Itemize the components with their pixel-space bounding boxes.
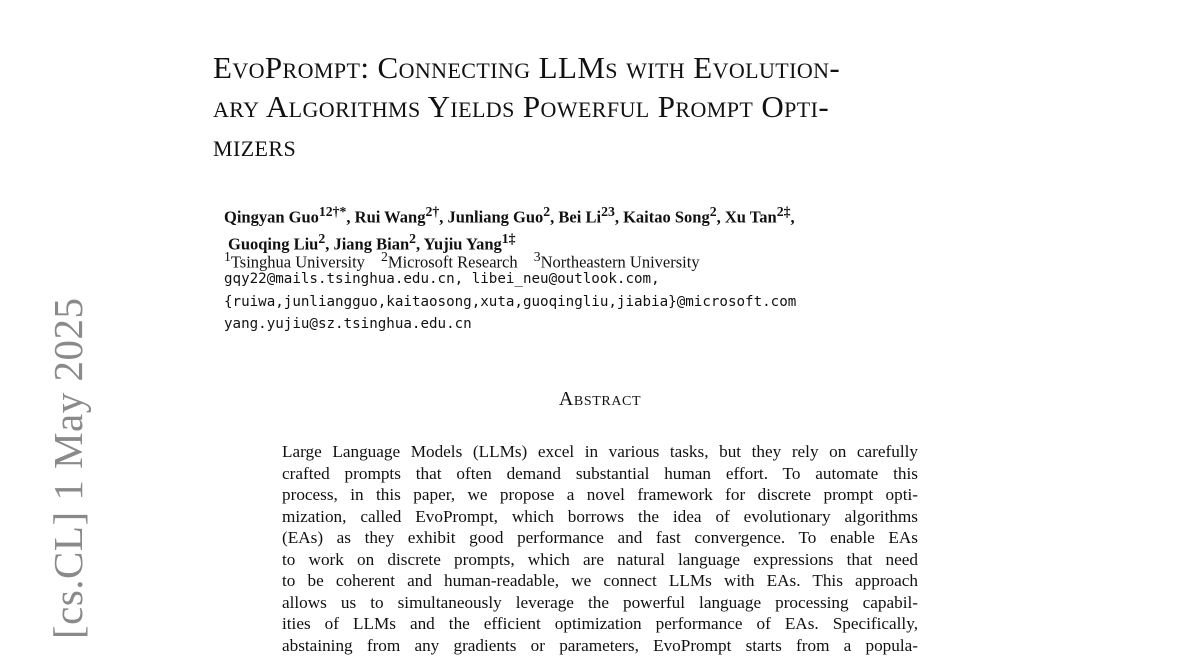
affiliation-mark: 1 (224, 249, 231, 264)
affiliation-name: Northeastern University (541, 253, 700, 272)
author-affil-mark: 2 (710, 204, 717, 219)
abstract-heading: Abstract (0, 388, 1200, 411)
author-affil-mark: 12†* (319, 204, 347, 219)
affiliation-name: Tsinghua University (231, 253, 365, 272)
abstract-line: process, in this paper, we propose a novel framework for discrete prompt opti- (282, 484, 918, 506)
affiliation-mark: 3 (534, 249, 541, 264)
author-separator: , (346, 208, 354, 227)
author-separator: , (790, 208, 794, 227)
abstract-line: mization, called EvoPrompt, which borrows the idea of evolutionary algorithms (282, 506, 918, 528)
author-affil-mark: 1‡ (502, 231, 516, 246)
abstract-line: to be coherent and human-readable, we connect LLMs with EAs. This approach (282, 570, 918, 592)
author-affil-mark: 23 (601, 204, 615, 219)
arxiv-identifier-stamp: [cs.CL] 1 May 2025 (44, 319, 92, 639)
abstract-line: (EAs) as they exhibit good performance and fast convergence. To enable EAs (282, 527, 918, 549)
author-affil-mark: 2† (425, 204, 439, 219)
author-separator: , (439, 208, 447, 227)
author-name: Xu Tan (725, 208, 777, 227)
author-affil-mark: 2 (543, 204, 550, 219)
author-line (224, 201, 984, 228)
abstract-line: allows us to simultaneously leverage the powerful language processing capabil- (282, 592, 918, 614)
author-separator: , (550, 208, 558, 227)
author-name: Guoqing Liu (228, 234, 318, 253)
abstract-body (282, 441, 918, 656)
email-line: gqy22@mails.tsinghua.edu.cn, libei_neu@outlook.com, (224, 268, 796, 291)
author-name: Jiang Bian (333, 234, 409, 253)
author-name: Bei Li (558, 208, 601, 227)
paper-title (213, 48, 1013, 165)
author-name: Rui Wang (355, 208, 426, 227)
author-affil-mark: 2 (318, 231, 325, 246)
email-line: {ruiwa,junliangguo,kaitaosong,xuta,guoqingliu,jiabia}@microsoft.com (224, 291, 796, 314)
affiliation-mark: 2 (381, 249, 388, 264)
author-name: Yujiu Yang (424, 234, 502, 253)
title-line: EvoPrompt: Connecting LLMs with Evolution- (213, 48, 1013, 87)
email-line: yang.yujiu@sz.tsinghua.edu.cn (224, 313, 796, 336)
author-affil-mark: 2 (409, 231, 416, 246)
author-separator: , (717, 208, 725, 227)
email-list (224, 268, 796, 336)
author-separator: , (615, 208, 623, 227)
abstract-line: crafted prompts that often demand substantial human effort. To automate this (282, 463, 918, 485)
title-line: ary Algorithms Yields Powerful Prompt Opti- (213, 87, 1013, 126)
abstract-line: to work on discrete prompts, which are natural language expressions that need (282, 549, 918, 571)
abstract-line: ities of LLMs and the efficient optimization performance of EAs. Specifically, (282, 613, 918, 635)
author-name: Qingyan Guo (224, 208, 319, 227)
abstract-line: Large Language Models (LLMs) excel in various tasks, but they rely on carefully (282, 441, 918, 463)
author-separator: , (416, 234, 424, 253)
title-line: mizers (213, 126, 1013, 165)
affiliation-name: Microsoft Research (388, 253, 518, 272)
author-separator: , (325, 234, 333, 253)
author-affil-mark: 2‡ (777, 204, 791, 219)
abstract-line: abstaining from any gradients or parameters, EvoPrompt starts from a popula- (282, 635, 918, 656)
author-name: Junliang Guo (447, 208, 543, 227)
author-name: Kaitao Song (623, 208, 710, 227)
